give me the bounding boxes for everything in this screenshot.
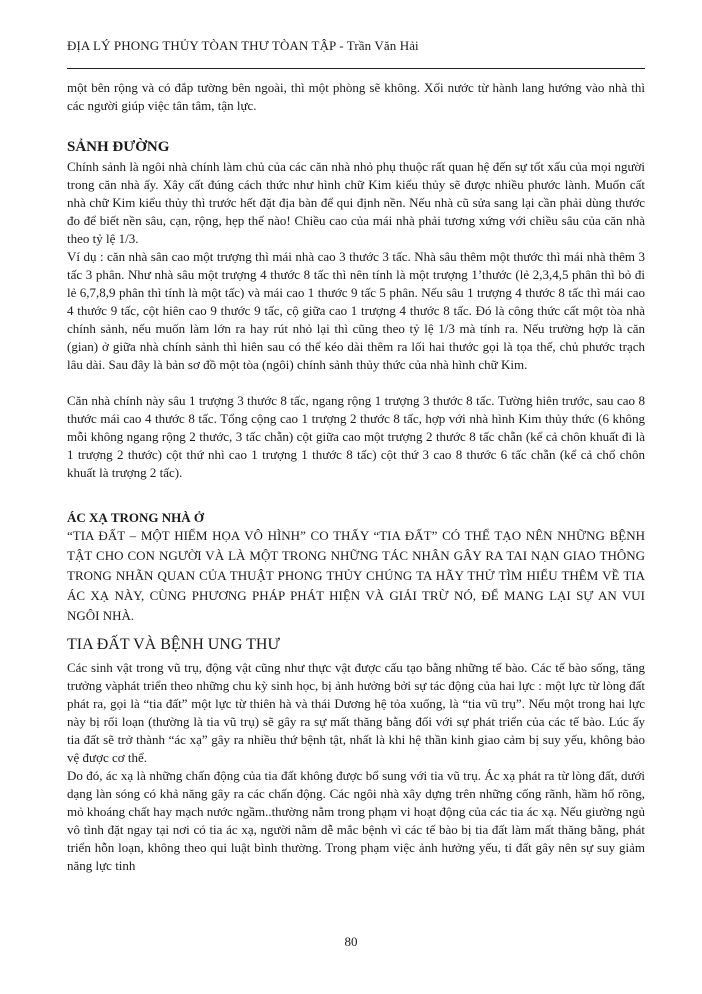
sanh-duong-paragraph-1: Chính sảnh là ngôi nhà chính làm chủ của các căn nhà nhỏ phụ thuộc rất quan hệ đến sự tốt xấu của mọi người trong căn nhà ấy. Xây cất đúng cách thức như hình chữ Kim kiểu thủy sẽ được nhiều phước lành. Muốn cất nhà chữ Kim kiểu thủy thì trước hết đặt địa bàn để qui định nền. Nếu nhà cũ sửa sang lại cần phải dùng thước đo để biết nền sâu, cạn, rộng, hẹp thế nào! Chiều cao của mái nhà phải tương xứng với chiều sâu của căn nhà theo tỷ lệ 1/3. [67,159,645,246]
running-header: ĐỊA LÝ PHONG THỦY TÒAN THƯ TÒAN TẬP - Trần Văn Hải [67,38,419,53]
tia-dat-paragraph-1: Các sinh vật trong vũ trụ, động vật cũng như thực vật được cấu tạo bằng những tế bào. Các tế bào sống, tăng trưởng vàphát triển theo những chu kỳ sinh học, bị ảnh hưởng bởi sự tác động của hai lực : một lực từ lòng đất phát ra, gọi là “tia đất” một lực từ thiên hà và thái Dương hệ tỏa xuống, là “tia vũ trụ”. Nếu một trong hai lực này bị rối loạn (thường là tia vũ trụ) sẽ gây ra sự mất thăng bằng đối với sự phát triển của các tế bào. Lúc ấy tia đất sẽ trở thành “ác xạ” gây ra nhiều thứ bệnh tật, nhất là khi hệ thần kinh giao cảm bị suy yếu, không bảo vệ được cơ thể. [67,660,645,765]
section-heading-ac-xa: ÁC XẠ TRONG NHÀ Ở [67,510,204,525]
page-number: 80 [344,934,358,949]
section-heading-tia-dat: TIA ĐẤT VÀ BỆNH UNG THƯ [67,636,280,653]
ac-xa-lead-paragraph: “TIA ĐẤT – MỘT HIỂM HỌA VÔ HÌNH” CO THẤY “TIA ĐẤT” CÓ THỂ TẠO NÊN NHỮNG BỆNH TẬT CHO CON NGƯỜI VÀ LÀ MỘT TRONG NHỮNG TÁC NHÂN GÂY RA TAI NẠN GIAO THÔNG TRONG NHÃN QUAN CỦA THUẬT PHONG THỦY CHÚNG TA HÃY THỬ TÌM HIỂU THÊM VỀ TIA ÁC XẠ NÀY, CÙNG PHƯƠNG PHÁP PHÁT HIỆN VÀ GIẢI TRỪ NÓ, ĐỂ MANG LẠI SỰ AN VUI NGÔI NHÀ. [67,528,645,623]
sanh-duong-paragraph-2: Ví dụ : căn nhà sân cao một trượng thì mái nhà cao 3 thước 3 tấc. Nhà sâu thêm một thước thì mái nhà thêm 3 tấc 3 phân. Như nhà sâu một trượng 4 thước 8 tấc thì nên tính là một trượng 1’thước (lẻ 2,3,4,5 phân thì bỏ đi lẻ 6,7,8,9 phân thì tính là một tấc) và mái cao 1 thước 9 tấc 5 phân. Nếu sâu 1 trượng 4 thước 8 tấc thì mái cao 4 thước 9 tấc, cột hiên cao 9 thước 9 tấc, cộ giữa cao 1 trượng 4 thước 8 tấc. Đó là công thức cất một tòa nhà chính sảnh, nếu muốn làm lớn ra hay rút nhỏ lại thì cũng theo tỷ lệ 1/3 mà tính ra. Nếu trường hợp là căn (gian) ở giữa nhà chính sảnh thì hiên sau có thể kéo dài thêm ra lối hai thước gọi là tọa thế, chủ phước trạch lâu dài. Sau đây là bản sơ đồ một tòa (ngôi) chính sảnh thủy thức của nhà hình chữ Kim. [67,249,645,372]
intro-paragraph: một bên rộng và có đắp tường bên ngoài, thì một phòng sẽ không. Xối nước từ hành lang hướng vào nhà thì các người giúp việc tân tâm, tận lực. [67,80,645,113]
section-heading-sanh-duong: SẢNH ĐƯỜNG [67,139,170,155]
header-divider [67,68,645,69]
tia-dat-paragraph-2: Do đó, ác xạ là những chấn động của tia đất không được bổ sung với tia vũ trụ. Ác xạ phát ra từ lòng đất, dưới dạng làn sóng có khả năng gây ra các chấn động. Các ngôi nhà xây dựng trên những cống rãnh, hầm hố rõng, mỏ khoáng chất hay mạch nước ngầm..thường nằm trong phạm vi hoạt động của các tia ác xạ. Nếu giường ngủ vô tình đặt ngay tại nơi có tia ác xạ, người nằm dễ mắc bệnh vì các tế bào bị tia đất làm mất thăng bằng, phát triển hỗn loạn, không theo qui luật bình thường. Trong phạm việc ảnh hưởng yếu, ti đất gây nên sự suy giảm năng lực tinh [67,768,645,873]
sanh-duong-paragraph-3: Căn nhà chính này sâu 1 trượng 3 thước 8 tấc, ngang rộng 1 trượng 3 thước 8 tấc. Tường hiên trước, sau cao 8 thước mái cao 4 thước 8 tấc. Tổng cộng cao 1 trượng 2 thước 8 tấc, hợp với nhà hình Kim thủy thức (6 không mỗi không ngang rộng 2 thước, 3 tấc chẵn) cột giữa cao một trượng 2 thước 8 tấc chẵn (kể cả chôn khuất đi là 1 trượng 2 thước) cột thứ nhì cao 1 trượng 1 thước 8 tấc) cột thứ 3 cao 8 thước 6 tấc chẵn (kể cả chổ chôn khuất là trượng 2 tấc). [67,393,645,480]
